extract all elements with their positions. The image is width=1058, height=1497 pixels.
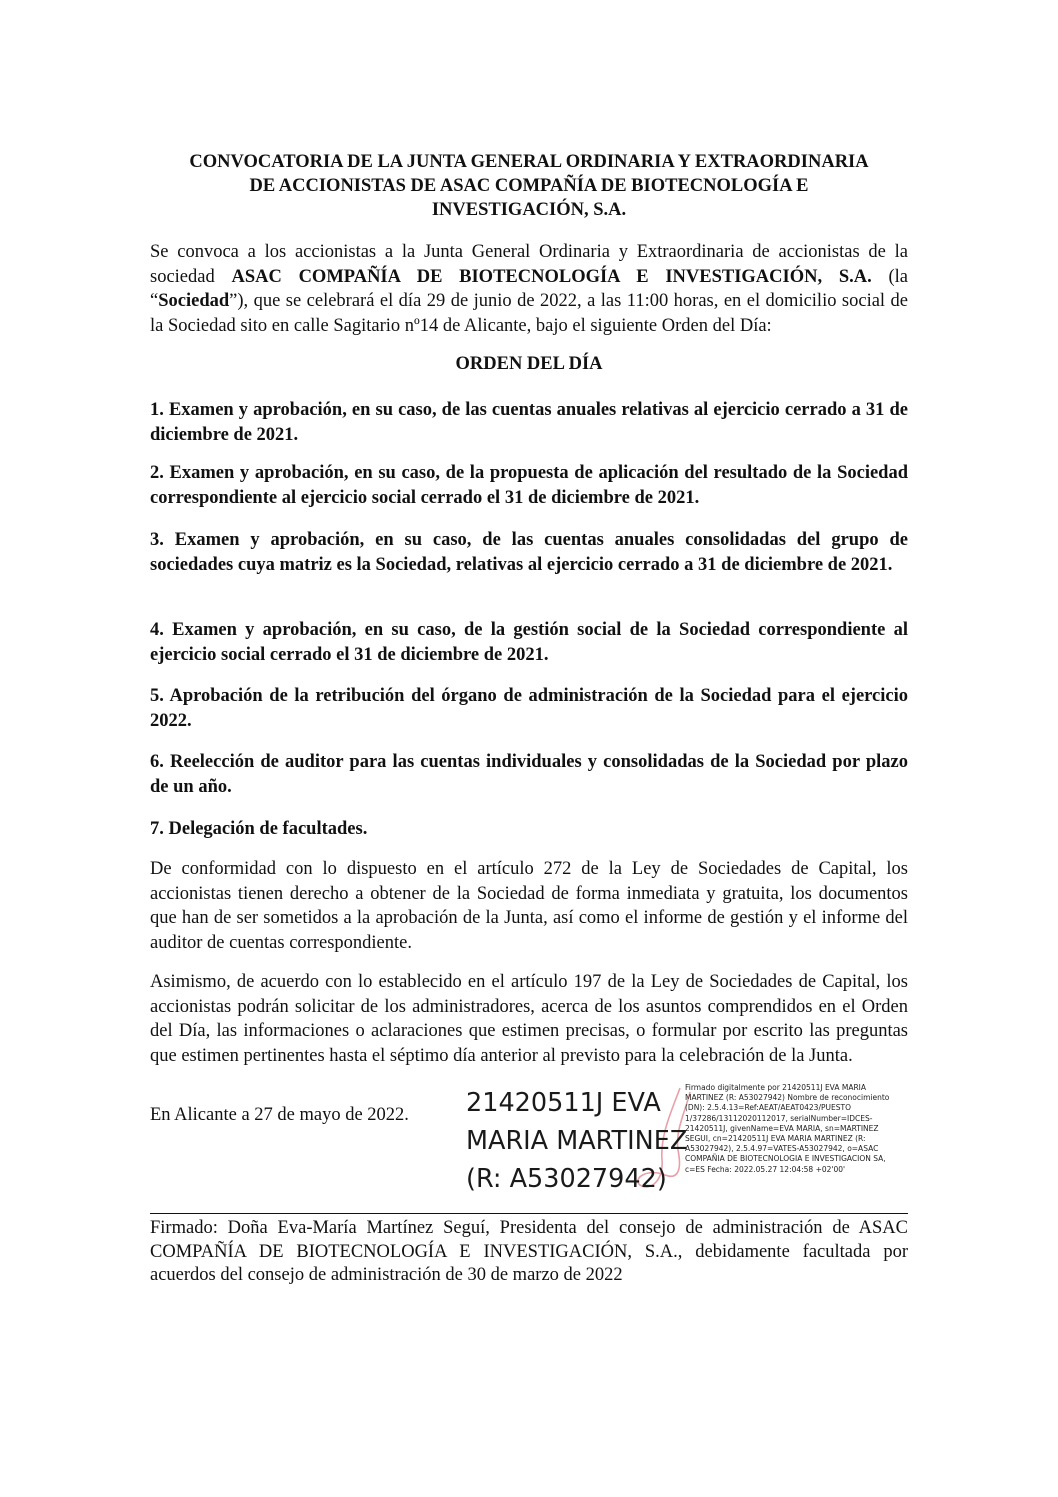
agenda-item: 2. Examen y aprobación, en su caso, de la propuesta de aplicación del resultado de la Sociedad correspondiente al ejercicio social cerrado el 31 de diciembre de 2021.	[150, 463, 908, 508]
signature-details: Firmado digitalmente por 21420511J EVA MARIA MARTINEZ (R: A53027942) Nombre de reconocimiento (DN): 2.5.4.13=Ref:AEAT/AEAT0423/PUESTO 1/37286/13112020112017, serialNumber=IDCES-21420511J, givenName=EVA MARIA, sn=MARTINEZ SEGUI, cn=21420511J EVA MARIA MARTINEZ (R: A53027942), 2.5.4.97=VATES-A53027942, o=ASAC COMPAÑIA DE BIOTECNOLOGIA E INVESTIGACION SA, c=ES Fecha: 2022.05.27 12:04:58 +02'00'	[685, 1083, 890, 1174]
intro-text: (la “	[150, 266, 908, 311]
intro-paragraph	[150, 240, 908, 338]
agenda-heading: ORDEN DEL DÍA	[455, 354, 603, 374]
document-title	[150, 150, 908, 222]
signature-divider	[150, 1213, 908, 1214]
signature-name-line: 21420511J EVA	[466, 1088, 661, 1118]
agenda-item: 1. Examen y aprobación, en su caso, de las cuentas anuales relativas al ejercicio cerrado a 31 de diciembre de 2021.	[150, 400, 908, 445]
title-line: INVESTIGACIÓN, S.A.	[431, 200, 627, 220]
signature-name	[466, 1084, 686, 1198]
rights-paragraph: De conformidad con lo dispuesto en el artículo 272 de la Ley de Sociedades de Capital, los accionistas tienen derecho a obtener de la Sociedad de forma inmediata y gratuita, los documentos que han de ser sometidos a la aprobación de la Junta, así como el informe de gestión y el informe del auditor de cuentas correspondiente.	[150, 859, 908, 953]
information-paragraph: Asimismo, de acuerdo con lo establecido en el artículo 197 de la Ley de Sociedades de Capital, los accionistas podrán solicitar de los administradores, acerca de los asuntos comprendidos en el Orden del Día, las informaciones o aclaraciones que estimen precisas, o formular por escrito las preguntas que estimen pertinentes hasta el séptimo día anterior al previsto para la celebración de la Junta.	[150, 972, 908, 1066]
title-line: DE ACCIONISTAS DE ASAC COMPAÑÍA DE BIOTECNOLOGÍA E	[249, 176, 809, 196]
intro-text: Se convoca a los accionistas a la Junta General Ordinaria y Extraordinaria de accionistas de la sociedad	[150, 242, 908, 287]
signed-by-paragraph: Firmado: Doña Eva-María Martínez Seguí, Presidenta del consejo de administración de ASAC COMPAÑÍA DE BIOTECNOLOGÍA E INVESTIGACIÓN, S.A., debidamente facultada por acuerdos del consejo de administración de 30 de marzo de 2022	[150, 1218, 908, 1285]
intro-text: ”), que se celebrará el día 29 de junio de 2022, a las 11:00 horas, en el domicilio social de la Sociedad sito en calle Sagitario nº14 de Alicante, bajo el siguiente Orden del Día:	[150, 291, 908, 336]
agenda-item: 6. Reelección de auditor para las cuentas individuales y consolidadas de la Sociedad por plazo de un año.	[150, 752, 908, 797]
company-name: ASAC COMPAÑÍA DE BIOTECNOLOGÍA E INVESTIGACIÓN, S.A.	[231, 266, 872, 287]
agenda-item: 4. Examen y aprobación, en su caso, de la gestión social de la Sociedad correspondiente al ejercicio social cerrado el 31 de diciembre de 2021.	[150, 620, 908, 665]
place-date: En Alicante a 27 de mayo de 2022.	[150, 1105, 409, 1125]
agenda-item: 5. Aprobación de la retribución del órgano de administración de la Sociedad para el ejercicio 2022.	[150, 686, 908, 731]
title-line: CONVOCATORIA DE LA JUNTA GENERAL ORDINARIA Y EXTRAORDINARIA	[189, 152, 869, 172]
sociedad-term: Sociedad	[158, 291, 230, 311]
signature-name-line: MARIA MARTINEZ	[466, 1126, 688, 1156]
signature-name-line: (R: A53027942)	[466, 1164, 667, 1194]
agenda-item: 3. Examen y aprobación, en su caso, de las cuentas anuales consolidadas del grupo de sociedades cuya matriz es la Sociedad, relativas al ejercicio cerrado a 31 de diciembre de 2021.	[150, 530, 908, 575]
agenda-item: 7. Delegación de facultades.	[150, 819, 368, 839]
